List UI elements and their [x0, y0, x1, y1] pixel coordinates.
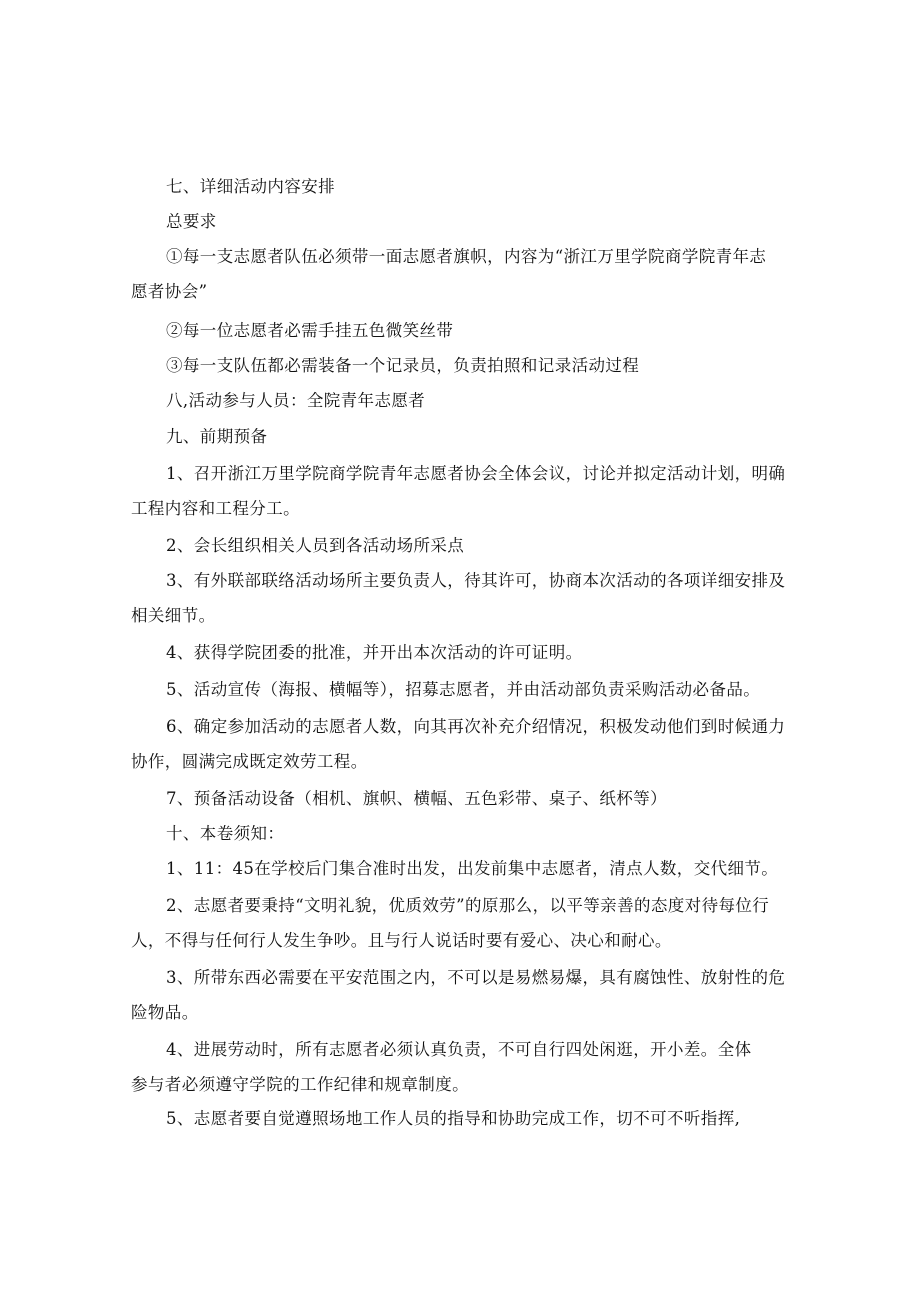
- heading-nine: 九、前期预备: [166, 427, 268, 446]
- text-line: 4、进展劳动时，所有志愿者必须认真负责，不可自行四处闲逛，开小差。全体: [166, 1040, 752, 1059]
- text-line: 5、活动宣传（海报、横幅等），招募志愿者，并由活动部负责采购活动必备品。: [166, 680, 761, 699]
- text-line: ①每一支志愿者队伍必须带一面志愿者旗帜，内容为“浙江万里学院商学院青年志: [166, 247, 767, 266]
- text-line: 1、11：45在学校后门集合准时出发，出发前集中志愿者，清点人数，交代细节。: [166, 859, 779, 878]
- text-line: 3、所带东西必需要在平安范围之内，不可以是易燃易爆，具有腐蚀性、放射性的危: [166, 968, 786, 987]
- text-line: 协作，圆满完成既定效劳工程。: [131, 752, 368, 771]
- heading-seven: 七、详细活动内容安排: [166, 177, 335, 196]
- text-line: 2、志愿者要秉持“文明礼貌，优质效劳”的原那么，以平等亲善的态度对待每位行: [166, 896, 770, 915]
- heading-eight: 八,活动参与人员：全院青年志愿者: [166, 391, 426, 410]
- text-line: 7、预备活动设备（相机、旗帜、横幅、五色彩带、桌子、纸杯等）: [166, 789, 667, 808]
- text-line: ②每一位志愿者必需手挂五色微笑丝带: [166, 321, 454, 340]
- text-line: 相关细节。: [131, 606, 216, 625]
- text-line: 愿者协会”: [131, 282, 208, 301]
- text-line: 险物品。: [131, 1003, 199, 1022]
- text-line: 6、确定参加活动的志愿者人数，向其再次补充介绍情况，积极发动他们到时候通力: [166, 717, 786, 736]
- heading-ten: 十、本卷须知：: [166, 824, 285, 843]
- text-line: 3、有外联部联络活动场所主要负责人，待其许可，协商本次活动的各项详细安排及: [166, 571, 786, 590]
- text-line: 工程内容和工程分工。: [131, 499, 300, 518]
- text-line: 2、会长组织相关人员到各活动场所采点: [166, 536, 465, 555]
- text-line: 4、获得学院团委的批准，并开出本次活动的许可证明。: [166, 643, 583, 662]
- text-line: 参与者必须遵守学院的工作纪律和规章制度。: [131, 1075, 469, 1094]
- text-line: 人，不得与任何行人发生争吵。且与行人说话时要有爱心、决心和耐心。: [131, 931, 672, 950]
- text-line: ③每一支队伍都必需装备一个记录员，负责拍照和记录活动过程: [166, 356, 640, 375]
- text-line: 1、召开浙江万里学院商学院青年志愿者协会全体会议，讨论并拟定活动计划，明确: [166, 464, 786, 483]
- text-line: 5、志愿者要自觉遵照场地工作人员的指导和协助完成工作，切不可不听指挥,: [166, 1109, 741, 1128]
- subheading-general-requirements: 总要求: [166, 212, 217, 231]
